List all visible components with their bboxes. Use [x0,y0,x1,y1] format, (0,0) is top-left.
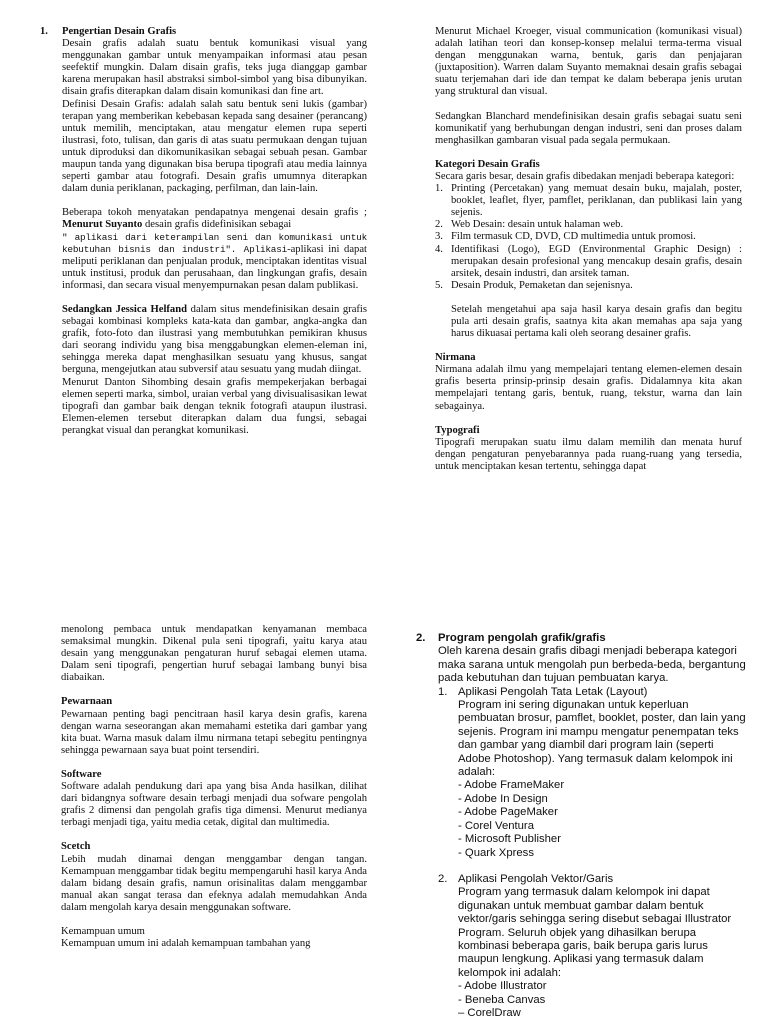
subheading-pewarnaan: Pewarnaan [61,696,113,708]
software-item: - Adobe FrameMaker [458,779,565,792]
software-item: - Beneba Canvas [458,993,546,1006]
paragraph: Oleh karena desain grafis dibagi menjadi beberapa kategori maka sarana untuk mengolah pun berbeda-beda, bergantung pada kebutuhan dan tujuan pembuatan karya. [438,645,746,685]
subheading-nirmana: Nirmana [435,352,476,364]
subheading-typografi: Typografi [435,424,480,436]
software-item: - Adobe PageMaker [458,806,558,819]
paragraph: Beberapa tokoh menyatakan pendapatnya mengenai desain grafis ; Menurut Suyanto desain grafis didefinisikan sebagai " aplikasi dari keterampilan seni dan komunikasi untuk kebutuhan bisnis dan industri". Aplikasi-aplikasi ini dapat meliputi periklanan dan penjualan produk, menciptakan identitas visual untuk institusi, produk dan perusahaan, dan lingkungan grafis, desain informasi, dan secara visual menyempurnakan pesan dalam publikasi. [62,207,367,291]
list-item: 2. Web Desain: desain untuk halaman web. [435,219,624,231]
subheading-software: Software [61,768,102,780]
paragraph: Secara garis besar, desain grafis dibedakan menjadi beberapa kategori: [435,170,735,182]
paragraph: Definisi Desain Grafis: adalah salah satu bentuk seni lukis (gambar) terapan yang memberikan kebebasan kepada sang desainer (perancang) untuk memilih, menciptakan, atau mengatur elemen rupa seperti ilustrasi, foto, tulisan, dan garis di atas suatu permukaan dengan tujuan untuk diproduksi dan dikomunikasikan sebagai sebuah pesan. Gambar maupun tanda yang digunakan bisa berupa tipografi atau media lainnya seperti gambar atau fotografi. Desain grafis umumnya diterapkan dalam dunia periklanan, packaging, perfilman, dan lain-lain. [62,98,367,195]
paragraph: Software adalah pendukung dari apa yang bisa Anda hasilkan, dilihat dari bidangnya software desain terbagi menjadi dua sofware pengolah grafis 2 dimensi dan pengolah grafis tiga dimensi. Menurut medianya terbagi menjadi tiga, yaitu media cetak, digital dan multimedia. [61,781,367,829]
author-name: Menurut Suyanto [62,219,143,231]
list-item: 2. Aplikasi Pengolah Vektor/Garis [438,872,614,885]
paragraph: Setelah mengetahui apa saja hasil karya desain grafis dan begitu pula arti desain grafis, saatnya kita akan memahas apa saja yang harus dikuasai pertama kali oleh seorang desainer grafis. [451,303,742,340]
list-item: 3. Film termasuk CD, DVD, CD multimedia untuk promosi. [435,231,696,243]
section-heading [416,632,746,645]
software-item: - Quark Xpress [458,846,534,859]
section-title: Pengertian Desain Grafis [62,26,177,37]
paragraph: Kemampuan umum ini adalah kemampuan tambahan yang [61,938,311,950]
subheading-kemampuan: Kemampuan umum [61,925,145,937]
paragraph: menolong pembaca untuk mendapatkan kenyamanan membaca semaksimal mungkin. Dikenal pula seni tipografi, yaitu karya atau desain yang menggunakan pengaturan huruf sebagai elemen utama. Dalam seni tipografi, pengertian huruf sebagai lambang bunyi bisa diabaikan. [61,624,367,684]
paragraph: Nirmana adalah ilmu yang mempelajari tentang elemen-elemen desain grafis beserta prinsip-prinsip desain grafis. Didalamnya kita akan mempelajari tentang garis, bentuk, ruang, tekstur, warna dan lain sebagainya. [435,364,742,412]
paragraph: Menurut Michael Kroeger, visual communication (komunikasi visual) adalah latihan teori dan konsep-konsep melalui terma-terma visual dengan menggunakan warna, bentuk, garis dan penjajaran (juxtaposition). Warren dalam Suyanto memaknai desain grafis sebagai suatu terjemahan dari ide dan tempat ke dalam beberapa jenis urutan yang struktural dan visual. [435,26,742,98]
paragraph: Sedangkan Blanchard mendefinisikan desain grafis sebagai suatu seni komunikatif yang berhubungan dengan industri, seni dan proses dalam menghasilkan gambaran visual pada segala permukaan. [435,110,742,146]
software-item: – CorelDraw [458,1006,521,1019]
section-number: 2. [416,632,426,644]
column-bottom-right [416,632,746,1024]
section-title: Program pengolah grafik/grafis [438,632,606,644]
paragraph: Menurut Danton Sihombing desain grafis mempekerjakan berbagai elemen seperti marka, simbol, uraian verbal yang divisualisasikan lewat tipografi dan gambar baik dengan teknik fotografi ataupun ilustrasi. Elemen-elemen tersebut diterapkan dalam dua fungsi, sebagai perangkat visual dan perangkat komunikasi. [62,376,367,436]
section-heading [40,26,367,38]
column-top-right [435,26,742,586]
paragraph: Sedangkan Jessica Helfand dalam situs mendefinisikan desain grafis sebagai kombinasi kompleks kata-kata dan gambar, angka-angka dan grafik, foto-foto dan ilustrasi yang membutuhkan pemikiran khusus dari seorang individu yang bisa menggabungkan elemen-eleman ini, sehingga mereka dapat menghasilkan sesuatu yang khusus, sangat berguna, mengejutkan atau subversif atau sesuatu yang mudah diingat. [62,303,367,376]
software-item: - Microsoft Publisher [458,833,561,846]
section-number: 1. [40,26,48,37]
paragraph: Desain grafis adalah suatu bentuk komunikasi visual yang menggunakan gambar untuk menyampaikan informasi atau pesan seefektif mungkin. Dalam disain grafis, teks juga dianggap gambar karena merupakan hasil abstraksi simbol-simbol yang bisa dibunyikan. disain grafis diterapkan dalam disain komunikasi dan fine art. [62,38,367,98]
quote: " aplikasi dari keterampilan seni dan komunikasi untuk kebutuhan bisnis dan industri". Aplikasi [62,231,367,255]
list-item: 1. Aplikasi Pengolah Tata Letak (Layout) [438,685,648,698]
paragraph: Program ini sering digunakan untuk keperluan pembuatan brosur, pamflet, booklet, poster, dan lain yang sejenis. Program ini mampu mengatur penempatan teks dan gambar yang diambil dari program lain (seperti Adobe Photoshop). Yang termasuk dalam kelompok ini adalah: [458,699,746,779]
paragraph: Tipografi merupakan suatu ilmu dalam memilih dan menata huruf dengan pengaturan penyebarannya pada ruang-ruang yang tersedia, untuk menciptakan kesan tertentu, sehingga dapat [435,436,742,472]
column-bottom-left [61,624,367,1024]
kategori-list [435,183,742,292]
software-item: - Adobe In Design [458,792,548,805]
list-item: 1. Printing (Percetakan) yang memuat desain buku, majalah, poster, booklet, leaflet, flyer, pamflet, periklanan, dan publikasi lain yang sejenis. [435,183,742,219]
paragraph: Lebih mudah dinamai dengan menggambar dengan tangan. Kemampuan menggambar tidak begitu mempengaruhi hasil karya Anda dalam bidang desain grafis, namun orisinalitas dalam menggambar manual akan sangat terasa dan efeknya adalah memudahkan Anda dalam mengolah karya desain menggunakan software. [61,853,367,913]
paragraph: Program yang termasuk dalam kelompok ini dapat digunakan untuk membuat gambar dalam bentuk vektor/garis sehingga sering disebut sebagai Illustrator Program. Seluruh objek yang dihasilkan berupa kombinasi beberapa garis, baik berupa garis lurus maupun lengkung. Aplikasi yang termasuk dalam kelompok ini adalah: [458,886,732,979]
column-top-left [40,26,367,586]
list-item: 5. Desain Produk, Pemaketan dan sejenisnya. [435,279,633,291]
paragraph: Pewarnaan penting bagi pencitraan hasil karya desin grafis, karena dengan warna seseorangan akan memahami estetika dari gambar yang kita buat. Warna masuk dalam ilmu nirmana tetapi sebegitu pentingnya sehingga pewarnaan saya buat point tersendiri. [61,708,367,756]
software-item: - Corel Ventura [458,819,534,832]
subheading-scetch: Scetch [61,841,91,853]
subheading-kategori: Kategori Desain Grafis [435,158,540,170]
author-name: Sedangkan Jessica Helfand [62,303,188,315]
list-item: 4. Identifikasi (Logo), EGD (Environmental Graphic Design) : merupakan desain profesional yang mencakup desain grafis, desain arsitek, desain industri, dan arsitek taman. [435,243,742,279]
software-item: - Adobe Illustrator [458,980,547,993]
